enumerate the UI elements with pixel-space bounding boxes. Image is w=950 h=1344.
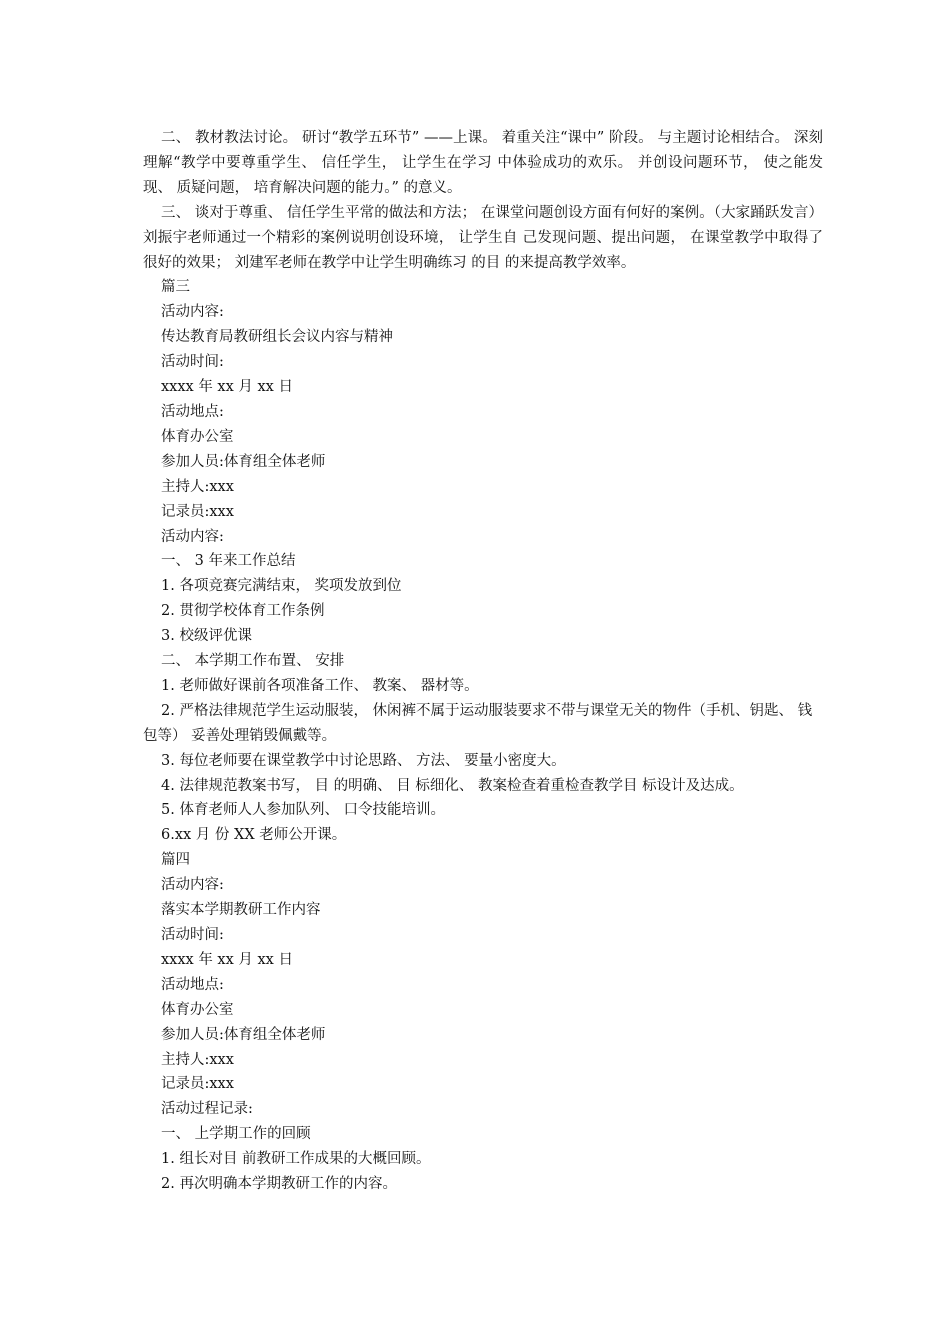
section4-line: 活动内容: [161, 877, 224, 894]
section4-line: 活动过程记录: [161, 1101, 253, 1118]
section3-line: 活动时间: [161, 354, 224, 371]
section-title-4: 篇四 [161, 852, 190, 869]
paragraph-respect-students: 三、 谈对于尊重、 信任学生平常的做法和方法； 在课堂问题创设方面有何好的案例。（大家踊跃发言） 刘振宇老师通过一个精彩的案例说明创设环境， 让学生自 己发现问题、提出问题， 在课堂教学中取得了很好的效果； 刘建军老师在教学中让学生明确练习 的目 的来提高教学效率。 [143, 204, 823, 271]
paragraph-teaching-methods: 二、 教材教法讨论。 研讨“教学五环节” ——上课。 着重关注“课中” 阶段。 与主题讨论相结合。 深刻理解“教学中要尊重学生、 信任学生， 让学生在学习 中体验成功的欢乐。 并创设问题环节， 使之能发现、 质疑问题， 培育解决问题的能力。” 的意义。 [143, 130, 823, 196]
section3-line: 6.xx 月 份 XX 老师公开课。 [161, 827, 347, 844]
section4-line: 2. 再次明确本学期教研工作的内容。 [161, 1176, 397, 1193]
section3-line: 1. 各项竞赛完满结束， 奖项发放到位 [161, 578, 402, 595]
section3-line: 参加人员:体育组全体老师 [161, 453, 326, 470]
section3-line: 2. 贯彻学校体育工作条例 [161, 603, 325, 620]
section3-line: 体育办公室 [161, 428, 234, 445]
section3-line: 活动内容: [161, 528, 224, 545]
section3-line: 5. 体育老师人人参加队列、 口令技能培训。 [161, 802, 446, 819]
section3-line: 4. 法律规范教案书写， 目 的明确、 目 标细化、 教案检查着重检查教学目 标设计及达成。 [161, 777, 744, 794]
section4-line: 活动时间: [161, 927, 224, 943]
section4-line: 参加人员:体育组全体老师 [161, 1026, 326, 1043]
section3-line: 主持人:xxx [161, 478, 234, 495]
section3-line: 3. 每位老师要在课堂教学中讨论思路、 方法、 要量小密度大。 [161, 752, 566, 769]
section3-line: 二、 本学期工作布置、 安排 [161, 653, 345, 670]
section4-line: 记录员:xxx [161, 1076, 234, 1093]
section3-line: 传达教育局教研组长会议内容与精神 [161, 329, 393, 346]
section3-line: 1. 老师做好课前各项准备工作、 教案、 器材等。 [161, 677, 479, 694]
section3-line: xxxx 年 xx 月 xx 日 [161, 379, 293, 396]
section3-item-uniform: 2. 严格法律规范学生运动服装， 休闲裤不属于运动服装要求不带与课堂无关的物件（手机、钥匙、 钱包等） 妥善处理销毁佩戴等。 [143, 702, 813, 744]
section4-line: xxxx 年 xx 月 xx 日 [161, 951, 293, 968]
section4-line: 落实本学期教研工作内容 [161, 902, 321, 919]
section4-line: 体育办公室 [161, 1001, 234, 1018]
section3-line: 活动地点: [161, 403, 224, 420]
section4-line: 主持人:xxx [161, 1051, 234, 1068]
section4-line: 活动地点: [161, 976, 224, 993]
section4-line: 一、 上学期工作的回顾 [161, 1126, 311, 1143]
section3-line: 活动内容: [161, 304, 224, 321]
section3-line: 3. 校级评优课 [161, 628, 252, 645]
document-body [143, 126, 823, 1197]
section3-line: 记录员:xxx [161, 503, 234, 520]
section4-line: 1. 组长对目 前教研工作成果的大概回顾。 [161, 1151, 431, 1168]
section3-line: 一、 3 年来工作总结 [161, 553, 296, 570]
section-title-3: 篇三 [161, 279, 190, 296]
